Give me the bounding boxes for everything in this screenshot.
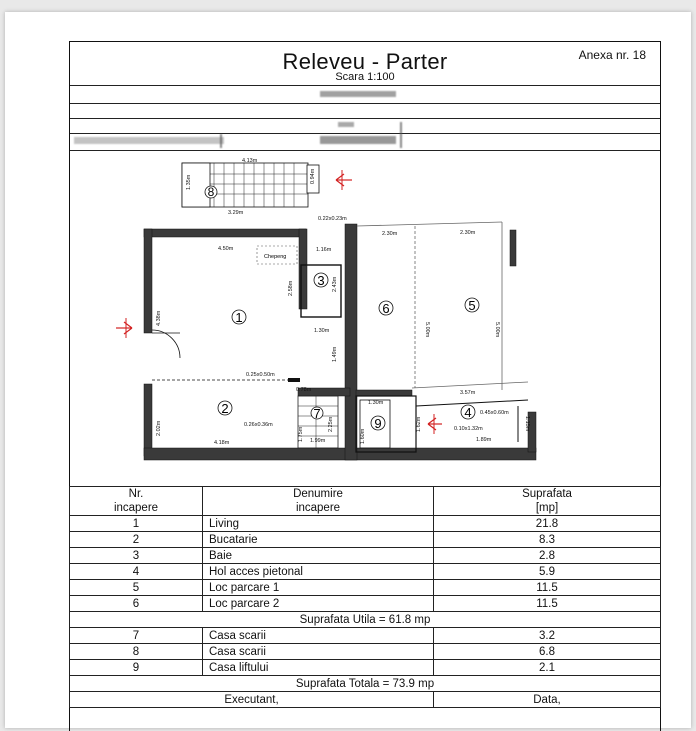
entrance-arrow-top <box>336 170 352 190</box>
dim-label: 1.30m <box>368 400 384 406</box>
subtotal-row <box>70 612 661 628</box>
room-7-label: 7 <box>313 406 321 421</box>
dim-label: 2.43m <box>332 276 338 292</box>
dim-label: 3.29m <box>228 210 244 216</box>
dim-label: 4.18m <box>214 440 230 446</box>
room-8-label: 8 <box>207 185 215 199</box>
dim-label: 1.89m <box>476 437 492 443</box>
dim-label: 1.16m <box>316 247 332 253</box>
table-row: 4 Hol acces pietonal 5.9 <box>70 564 661 580</box>
dim-label: 4.13m <box>242 158 258 164</box>
chepeng-label: Chepeng <box>264 254 287 260</box>
header-rule <box>70 85 660 86</box>
table-row: 9 Casa liftului 2.1 <box>70 660 661 676</box>
room-3-label: 3 <box>317 273 325 288</box>
dim-label: 2.30m <box>460 230 476 236</box>
dim-label: 2.25m <box>328 416 334 432</box>
room-5-label: 5 <box>468 298 476 313</box>
redacted-text <box>320 136 396 144</box>
table-row: 6 Loc parcare 2 11.5 <box>70 596 661 612</box>
table-row: 3 Baie 2.8 <box>70 548 661 564</box>
header-rule <box>70 118 660 119</box>
stair-block-8 <box>182 163 319 207</box>
header-nr: Nr. incapere <box>70 487 203 516</box>
redacted-text <box>220 134 222 148</box>
room-9-label: 9 <box>374 416 382 431</box>
dim-label: 1.99m <box>310 438 326 444</box>
room-4-label: 4 <box>464 405 472 420</box>
dim-label: 1.62m <box>416 416 422 432</box>
dim-label: 2.58m <box>288 280 294 296</box>
table-row: 8 Casa scarii 6.8 <box>70 644 661 660</box>
executant-label: Executant, <box>70 692 434 708</box>
header-area: Suprafata [mp] <box>434 487 661 516</box>
floor-plan <box>70 150 660 488</box>
dim-label: 2.02m <box>156 420 162 436</box>
dim-label: 5.00m <box>494 322 500 338</box>
dim-label: 4.50m <box>218 246 234 252</box>
dim-label: 0.45x0.60m <box>480 410 509 416</box>
header-rule <box>70 103 660 104</box>
dim-label: 0.26x0.36m <box>244 422 273 428</box>
dim-label: 2.30m <box>382 231 398 237</box>
table-row: 5 Loc parcare 1 11.5 <box>70 580 661 596</box>
dim-label: 0.22x0.23m <box>318 216 347 222</box>
entrance-door <box>152 330 180 358</box>
dim-label: 1.35m <box>186 174 192 190</box>
table-row: 7 Casa scarii 3.2 <box>70 628 661 644</box>
interior-walls <box>152 265 528 452</box>
dim-label: 1.15m <box>524 416 530 432</box>
building-walls <box>144 224 536 460</box>
subtotal-label: Suprafata Utila = 61.8 mp <box>70 612 661 628</box>
dim-label: 1.60m <box>360 428 366 444</box>
annex-label: Anexa nr. 18 <box>578 48 646 62</box>
footer-row <box>70 692 661 708</box>
dim-label: 5.00m <box>424 322 430 338</box>
dim-label: 1.49m <box>332 346 338 362</box>
table-row: 2 Bucatarie 8.3 <box>70 532 661 548</box>
table-header-row <box>70 487 661 516</box>
releveu-sheet <box>69 41 661 731</box>
dim-label: 0.94m <box>310 168 316 184</box>
table-row: 1 Living 21.8 <box>70 516 661 532</box>
dim-label: 4.38m <box>156 310 162 326</box>
dim-label: 0.25x0.50m <box>246 372 275 378</box>
room-2-label: 2 <box>221 401 229 416</box>
dim-label: 1.30m <box>314 328 330 334</box>
date-label: Data, <box>434 692 661 708</box>
dim-label: 1.75m <box>298 426 304 442</box>
room-table <box>69 486 661 708</box>
total-row <box>70 676 661 692</box>
redacted-text <box>400 122 402 148</box>
entrance-arrow-hall <box>428 414 442 434</box>
redacted-text <box>74 137 224 144</box>
total-label: Suprafata Totala = 73.9 mp <box>70 676 661 692</box>
room-1-label: 1 <box>235 310 243 325</box>
scale-label: Scara 1:100 <box>335 71 395 83</box>
page-title: Releveu - Parter <box>282 49 448 74</box>
dim-label: 3.57m <box>460 390 476 396</box>
header-rule <box>70 133 660 134</box>
entrance-arrow-left <box>116 318 132 338</box>
dim-label: 0.10x1.32m <box>454 426 483 432</box>
dim-label: 0.78m <box>296 387 312 393</box>
header-name: Denumire incapere <box>203 487 434 516</box>
room-6-label: 6 <box>382 301 390 316</box>
redacted-text <box>338 122 354 127</box>
redacted-text <box>320 91 396 97</box>
